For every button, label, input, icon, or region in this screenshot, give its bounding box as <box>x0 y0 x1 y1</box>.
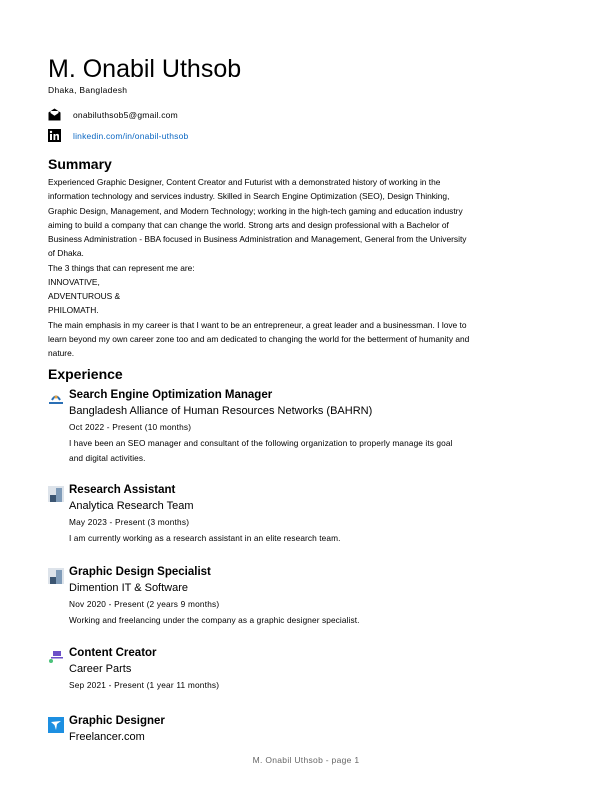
company-name: Bangladesh Alliance of Human Resources Networks (BAHRN) <box>69 405 373 417</box>
job-description <box>69 436 453 466</box>
job-dates: Sep 2021 - Present (1 year 11 months) <box>69 680 220 690</box>
experience-heading: Experience <box>48 366 123 382</box>
candidate-name: M. Onabil Uthsob <box>48 55 242 83</box>
job-dates: Nov 2020 - Present (2 years 9 months) <box>69 599 220 609</box>
summary-line: Experienced Graphic Designer, Content Creator and Futurist with a demonstrated history of working in the <box>48 177 441 187</box>
description-line: I have been an SEO manager and consultant of the following organization to properly manage its goal <box>69 438 453 448</box>
email-text[interactable]: onabiluthsob5@gmail.com <box>73 109 178 120</box>
linkedin-contact <box>48 129 188 142</box>
job-title: Graphic Design Specialist <box>69 566 211 578</box>
summary-line: nature. <box>48 348 75 358</box>
job-title: Search Engine Optimization Manager <box>69 389 273 401</box>
company-name: Analytica Research Team <box>69 500 194 512</box>
summary-line: Business Administration - BBA focused in Business Administration and Management, General from the University <box>48 234 467 244</box>
summary-line: INNOVATIVE, <box>48 276 100 287</box>
envelope-icon <box>48 108 61 121</box>
company-name: Freelancer.com <box>69 731 145 743</box>
summary-line: ADVENTUROUS & <box>48 291 121 301</box>
bahrn-logo-icon <box>48 391 64 407</box>
job-title: Research Assistant <box>69 484 176 496</box>
summary-line: information technology and services industry. Skilled in Search Engine Optimization (SEO), Design Thinking, <box>48 191 450 202</box>
job-dates: Oct 2022 - Present (10 months) <box>69 422 192 432</box>
summary-line: aiming to build a company that can change the world. Strong arts and design professional with a Bachelor of <box>48 219 449 230</box>
freelancer-logo-icon <box>48 717 64 733</box>
career-parts-logo-icon <box>48 649 64 665</box>
description-line: Working and freelancing under the company as a graphic designer specialist. <box>69 615 360 625</box>
job-title: Content Creator <box>69 647 157 659</box>
summary-line: PHILOMATH. <box>48 305 99 316</box>
job-dates: May 2023 - Present (3 months) <box>69 517 190 527</box>
summary-line: The 3 things that can represent me are: <box>48 262 195 273</box>
summary-line: Graphic Design, Management, and Modern Technology; working in the high-tech gaming and education industry <box>48 205 463 216</box>
summary-text <box>48 175 568 360</box>
summary-line: The main emphasis in my career is that I want to be an entrepreneur, a great leader and a businessman. I love to <box>48 319 467 330</box>
company-name: Career Parts <box>69 663 132 675</box>
analytica-logo-icon <box>48 486 64 502</box>
description-line: I am currently working as a research assistant in an elite research team. <box>69 533 341 543</box>
email-contact <box>48 108 178 121</box>
job-description <box>69 531 341 546</box>
linkedin-icon <box>48 129 61 142</box>
page-footer: M. Onabil Uthsob - page 1 <box>252 755 360 765</box>
job-title: Graphic Designer <box>69 715 165 727</box>
dimention-logo-icon <box>48 568 64 584</box>
summary-line: of Dhaka. <box>48 248 84 259</box>
summary-heading: Summary <box>48 156 112 172</box>
linkedin-link[interactable]: linkedin.com/in/onabil-uthsob <box>73 130 189 141</box>
job-description <box>69 613 360 628</box>
company-name: Dimention IT & Software <box>69 582 189 594</box>
location: Dhaka, Bangladesh <box>48 85 128 95</box>
summary-line: learn beyond my own career zone too and am dedicated to changing the world for the betterment of humanity and <box>48 333 470 344</box>
description-line: and digital activities. <box>69 453 146 463</box>
